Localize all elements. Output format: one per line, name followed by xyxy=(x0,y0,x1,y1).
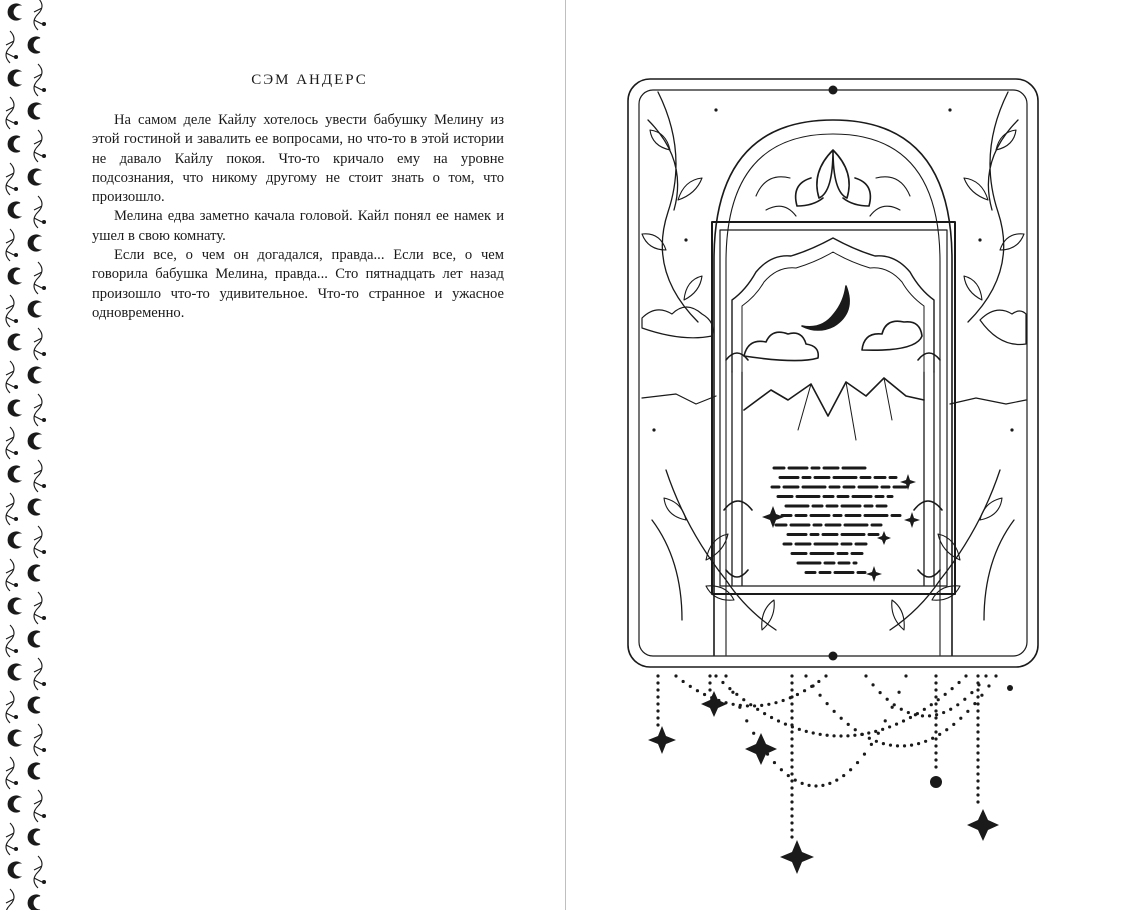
floral-border-ornament xyxy=(0,0,54,910)
running-head: СЭМ АНДЕРС xyxy=(251,72,368,88)
paragraph: Если все, о чем он догадался, правда... Если все, о чем говорила бабушка Мелина, правда... Сто пятнадцать лет назад произошло что-то удивительное. Что-то странное и ужасное одновременно. xyxy=(92,247,504,321)
mountains xyxy=(744,378,924,416)
paragraph: Мелина едва заметно качала головой. Кайл понял ее намек и ушел в свою комнату. xyxy=(92,208,504,244)
body-text xyxy=(92,111,504,323)
star-icon xyxy=(648,726,676,754)
bead xyxy=(1007,685,1013,691)
crescent-moon-icon xyxy=(802,286,849,330)
star-icon xyxy=(780,840,814,874)
paragraph: На самом деле Кайлу хотелось увести бабушку Мелину из этой гостиной и завалить ее вопросами, но что-то в этой истории не давало Кайлу покоя. Что-то кричало ему на уровне подсознания, что никому другому не стоит знать о том, что произошло. xyxy=(92,112,504,206)
bead xyxy=(930,776,942,788)
window-frame xyxy=(712,222,955,594)
tarot-card-illustration xyxy=(566,0,1131,910)
inner-arch xyxy=(732,238,934,372)
cloud-right xyxy=(862,321,922,350)
star-icon xyxy=(967,809,999,841)
star-icon xyxy=(745,733,777,765)
right-page xyxy=(566,0,1131,910)
left-page xyxy=(54,0,565,910)
floral-border-icon xyxy=(0,0,54,910)
lake-reflection xyxy=(772,468,906,573)
card-inner-frame xyxy=(639,90,1027,656)
sparkle-stars xyxy=(762,474,920,582)
cloud-left xyxy=(744,332,818,360)
hanging-star-chains xyxy=(656,674,997,838)
lotus-ornament xyxy=(817,150,849,198)
arch-outer xyxy=(714,120,952,655)
